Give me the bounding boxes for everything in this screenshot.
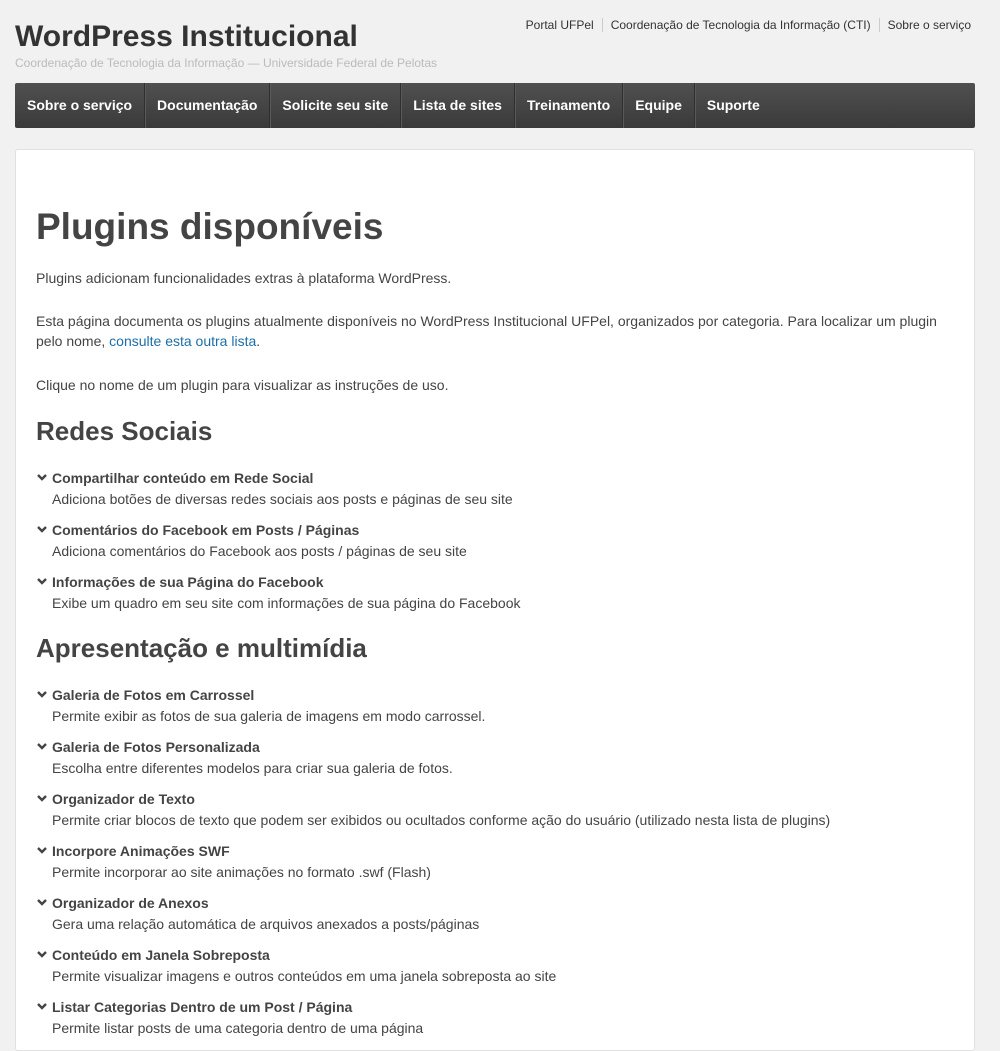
site-title[interactable]: WordPress Institucional xyxy=(15,20,358,53)
nav-item-suporte[interactable]: Suporte xyxy=(706,97,760,113)
description-text: Esta página documenta os plugins atualmente disponíveis no WordPress Institucional UFPel, organizados por categoria. Para localizar um plugin pelo nome, xyxy=(36,313,937,349)
chevron-down-icon[interactable] xyxy=(36,896,48,908)
plugin-description: Permite listar posts de uma categoria dentro de uma página xyxy=(52,1020,424,1036)
chevron-down-icon[interactable] xyxy=(36,844,48,856)
nav-item-sobre[interactable]: Sobre o serviço xyxy=(15,83,145,128)
other-list-link[interactable]: consulte esta outra lista xyxy=(109,333,257,349)
chevron-down-icon[interactable] xyxy=(36,575,48,587)
chevron-down-icon[interactable] xyxy=(36,792,48,804)
main-nav xyxy=(15,83,975,128)
plugin-description: Escolha entre diferentes modelos para criar sua galeria de fotos. xyxy=(52,760,453,776)
nav-item-lista-sites[interactable]: Lista de sites xyxy=(401,83,515,128)
plugin-name[interactable]: Organizador de Texto xyxy=(52,791,195,807)
plugin-description: Adiciona botões de diversas redes sociais aos posts e páginas de seu site xyxy=(52,491,513,507)
chevron-down-icon[interactable] xyxy=(36,688,48,700)
intro-paragraph: Plugins adicionam funcionalidades extras à plataforma WordPress. xyxy=(36,270,452,286)
chevron-down-icon[interactable] xyxy=(36,740,48,752)
plugin-name[interactable]: Conteúdo em Janela Sobreposta xyxy=(52,947,270,963)
plugin-name[interactable]: Informações de sua Página do Facebook xyxy=(52,574,324,590)
section-title-redes-sociais: Redes Sociais xyxy=(36,416,213,446)
description-paragraph xyxy=(36,311,956,351)
nav-item-solicite[interactable]: Solicite seu site xyxy=(270,83,401,128)
nav-item-treinamento[interactable]: Treinamento xyxy=(515,83,623,128)
description-end: . xyxy=(256,333,261,349)
plugin-description: Permite exibir as fotos de sua galeria de imagens em modo carrossel. xyxy=(52,708,486,724)
plugin-name[interactable]: Compartilhar conteúdo em Rede Social xyxy=(52,470,314,486)
top-link-portal-ufpel[interactable]: Portal UFPel xyxy=(525,18,594,32)
plugin-description: Permite visualizar imagens e outros conteúdos em uma janela sobreposta ao site xyxy=(52,968,557,984)
plugin-description: Permite incorporar ao site animações no formato .swf (Flash) xyxy=(52,864,431,880)
content-area xyxy=(15,149,975,1051)
chevron-down-icon[interactable] xyxy=(36,1000,48,1012)
plugin-name[interactable]: Incorpore Animações SWF xyxy=(52,843,230,859)
instruction-paragraph: Clique no nome de um plugin para visualizar as instruções de uso. xyxy=(36,377,449,393)
chevron-down-icon[interactable] xyxy=(36,948,48,960)
page-title: Plugins disponíveis xyxy=(36,206,384,247)
plugin-name[interactable]: Galeria de Fotos em Carrossel xyxy=(52,687,255,703)
plugin-description: Gera uma relação automática de arquivos anexados a posts/páginas xyxy=(52,916,480,932)
top-link-sobre[interactable]: Sobre o serviço xyxy=(879,18,971,32)
plugin-description: Exibe um quadro em seu site com informações de sua página do Facebook xyxy=(52,595,521,611)
plugin-name[interactable]: Organizador de Anexos xyxy=(52,895,209,911)
section-title-apresentacao: Apresentação e multimídia xyxy=(36,633,367,663)
plugin-name[interactable]: Comentários do Facebook em Posts / Páginas xyxy=(52,522,360,538)
plugin-name[interactable]: Galeria de Fotos Personalizada xyxy=(52,739,260,755)
nav-item-documentacao[interactable]: Documentação xyxy=(145,83,270,128)
top-link-cti[interactable]: Coordenação de Tecnologia da Informação (CTI) xyxy=(602,18,879,32)
site-description: Coordenação de Tecnologia da Informação — Universidade Federal de Pelotas xyxy=(15,56,438,70)
plugin-name[interactable]: Listar Categorias Dentro de um Post / Página xyxy=(52,999,353,1015)
nav-item-equipe[interactable]: Equipe xyxy=(623,83,695,128)
chevron-down-icon[interactable] xyxy=(36,523,48,535)
top-links xyxy=(526,18,971,32)
chevron-down-icon[interactable] xyxy=(36,471,48,483)
plugin-description: Permite criar blocos de texto que podem ser exibidos ou ocultados conforme ação do usuário (utilizado nesta lista de plugins) xyxy=(52,812,831,828)
plugin-description: Adiciona comentários do Facebook aos posts / páginas de seu site xyxy=(52,543,467,559)
